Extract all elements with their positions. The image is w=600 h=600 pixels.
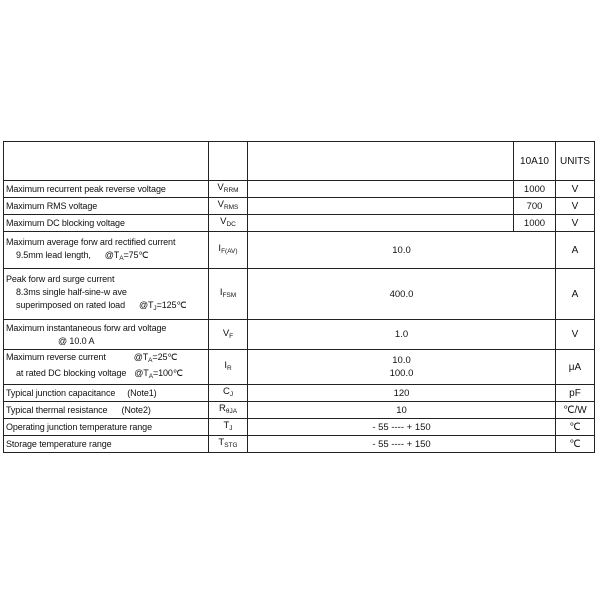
param-label: Operating junction temperature range	[4, 419, 209, 436]
unit: A	[556, 232, 595, 269]
unit: V	[556, 198, 595, 215]
unit: ℃/W	[556, 402, 595, 419]
symbol: $I_R$	[209, 350, 248, 385]
value: 10.0 100.0	[248, 350, 556, 385]
symbol: $I_{FSM}$	[209, 269, 248, 320]
table-row-ifsm	[4, 269, 595, 320]
value: 10.0	[248, 232, 556, 269]
unit: V	[556, 215, 595, 232]
symbol: $I_{F(AV)}$	[209, 232, 248, 269]
table-row-vrrm	[4, 181, 595, 198]
value: 120	[248, 385, 556, 402]
symbol: $C_J$	[209, 385, 248, 402]
value: 400.0	[248, 269, 556, 320]
value: 10	[248, 402, 556, 419]
param-label: Typical thermal resistance (Note2)	[4, 402, 209, 419]
param-label: Maximum DC blocking voltage	[4, 215, 209, 232]
symbol: $V_{RRM}$	[209, 181, 248, 198]
table-row-vrms	[4, 198, 595, 215]
table-row-vdc	[4, 215, 595, 232]
header-row	[4, 142, 595, 181]
table-row-vf	[4, 320, 595, 350]
table-row-tstg	[4, 436, 595, 453]
unit: ℃	[556, 419, 595, 436]
header-symbol-cell	[209, 142, 248, 181]
table-row-tj	[4, 419, 595, 436]
param-label: Storage temperature range	[4, 436, 209, 453]
symbol: $V_{DC}$	[209, 215, 248, 232]
unit: V	[556, 320, 595, 350]
symbol: $V_{RMS}$	[209, 198, 248, 215]
ratings-table	[3, 141, 595, 453]
value: - 55 ---- + 150	[248, 436, 556, 453]
param-label: Maximum average forw ard rectified current 9.5mm lead length, $@T_A=75℃$	[4, 232, 209, 269]
value: 1000	[514, 215, 556, 232]
unit: ℃	[556, 436, 595, 453]
unit: μA	[556, 350, 595, 385]
symbol: $T_J$	[209, 419, 248, 436]
value-blank	[248, 181, 514, 198]
param-label: Maximum recurrent peak reverse voltage	[4, 181, 209, 198]
param-label: Peak forw ard surge current 8.3ms single half-sine-w ave superimposed on rated load $@T_J=125℃$	[4, 269, 209, 320]
symbol: $T_{STG}$	[209, 436, 248, 453]
param-label: Typical junction capacitance (Note1)	[4, 385, 209, 402]
symbol: $V_F$	[209, 320, 248, 350]
table-row-ir	[4, 350, 595, 385]
unit: V	[556, 181, 595, 198]
param-label: Maximum instantaneous forw ard voltage @ 10.0 A	[4, 320, 209, 350]
header-blank-cell	[4, 142, 209, 181]
value: 700	[514, 198, 556, 215]
unit: A	[556, 269, 595, 320]
unit: pF	[556, 385, 595, 402]
value: 1.0	[248, 320, 556, 350]
part-number-header: 10A10	[514, 142, 556, 181]
value-blank	[248, 198, 514, 215]
table-row-cj	[4, 385, 595, 402]
param-label: Maximum reverse current $@T_A=25℃$ at rated DC blocking voltage $@T_A=100℃$	[4, 350, 209, 385]
units-header: UNITS	[556, 142, 595, 181]
table-row-ifav	[4, 232, 595, 269]
value: - 55 ---- + 150	[248, 419, 556, 436]
symbol: $R_{\theta JA}$	[209, 402, 248, 419]
value-blank	[248, 215, 514, 232]
param-label: Maximum RMS voltage	[4, 198, 209, 215]
header-value-cell	[248, 142, 514, 181]
value: 1000	[514, 181, 556, 198]
table-row-rth	[4, 402, 595, 419]
